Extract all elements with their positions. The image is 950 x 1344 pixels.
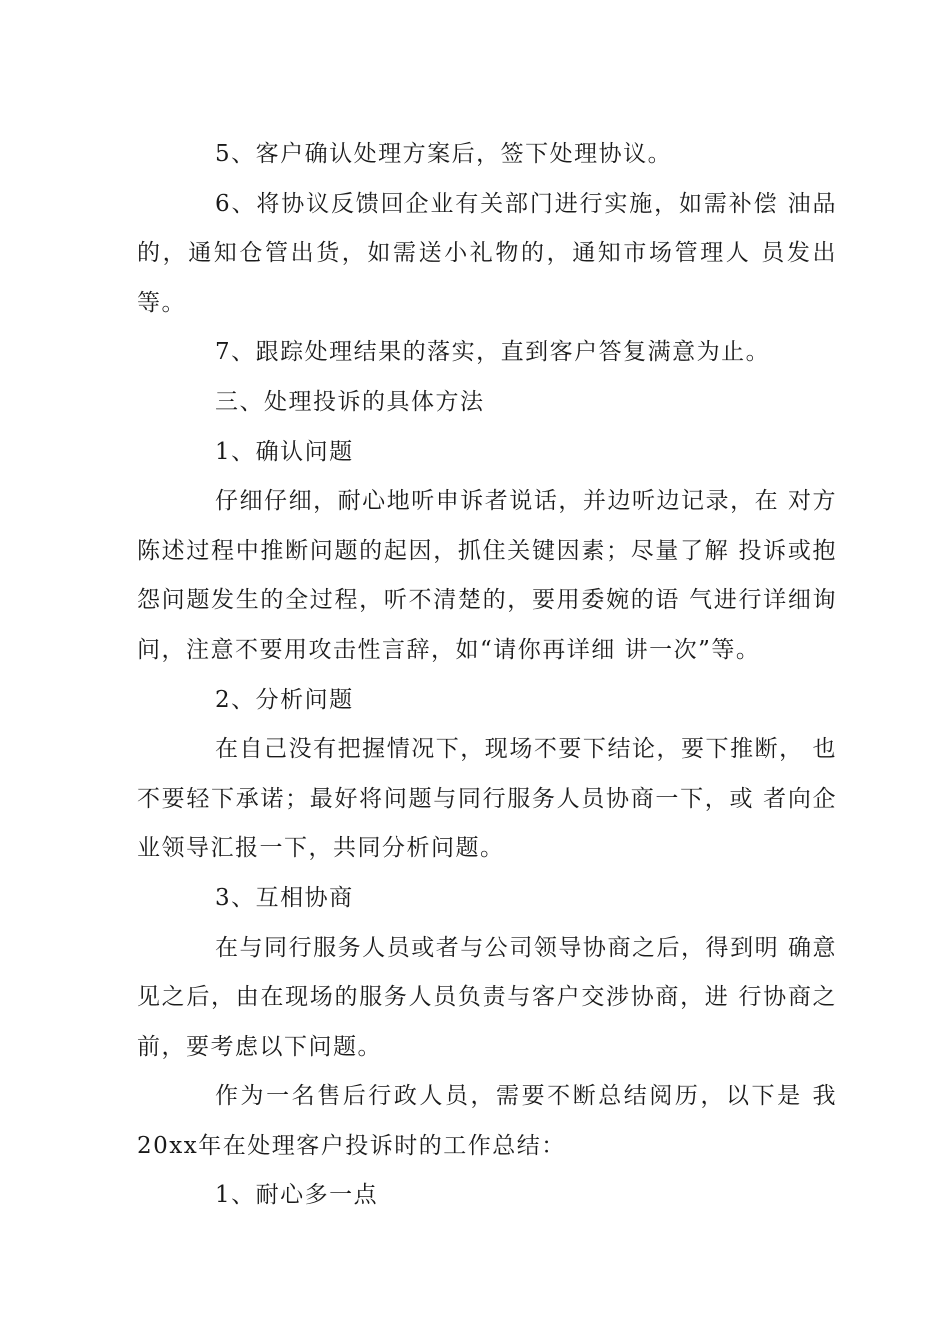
step-7-paragraph: 7、跟踪处理结果的落实，直到客户答复满意为止。 — [215, 339, 771, 366]
confirm-problem-paragraph: 仔细仔细，耐心地听申诉者说话，并边听边记录，在 对方陈述过程中推断问题的起因，抓住关键因素；尽量了解 投诉或抱怨问题发生的全过程，听不清楚的，要用委婉的语 气进行详细询问，注意不要用攻击性言辞，如“请你再详细 讲一次”等。 — [137, 488, 837, 663]
document-body — [137, 130, 837, 1221]
step-5-paragraph: 5、客户确认处理方案后，签下处理协议。 — [215, 141, 673, 167]
subheading-negotiate: 3、互相协商 — [215, 884, 354, 911]
summary-intro-paragraph: 作为一名售后行政人员，需要不断总结阅历，以下是 我20xx年在处理客户投诉时的工作总结： — [137, 1083, 837, 1159]
subheading-confirm-problem: 1、确认问题 — [215, 438, 354, 465]
negotiate-paragraph: 在与同行服务人员或者与公司领导协商之后，得到明 确意见之后，由在现场的服务人员负责与客户交涉协商，进 行协商之前，要考虑以下问题。 — [137, 934, 837, 1060]
summary-item-1: 1、耐心多一点 — [215, 1182, 379, 1209]
section-heading: 三、处理投诉的具体方法 — [215, 388, 485, 415]
analyze-problem-paragraph: 在自己没有把握情况下，现场不要下结论，要下推断， 也不要轻下承诺；最好将问题与同行服务人员协商一下，或 者向企业领导汇报一下，共同分析问题。 — [137, 736, 837, 862]
step-6-paragraph: 6、将协议反馈回企业有关部门进行实施，如需补偿 油品的，通知仓管出货，如需送小礼物的，通知市场管理人 员发出等。 — [137, 190, 837, 316]
subheading-analyze-problem: 2、分析问题 — [215, 686, 354, 713]
